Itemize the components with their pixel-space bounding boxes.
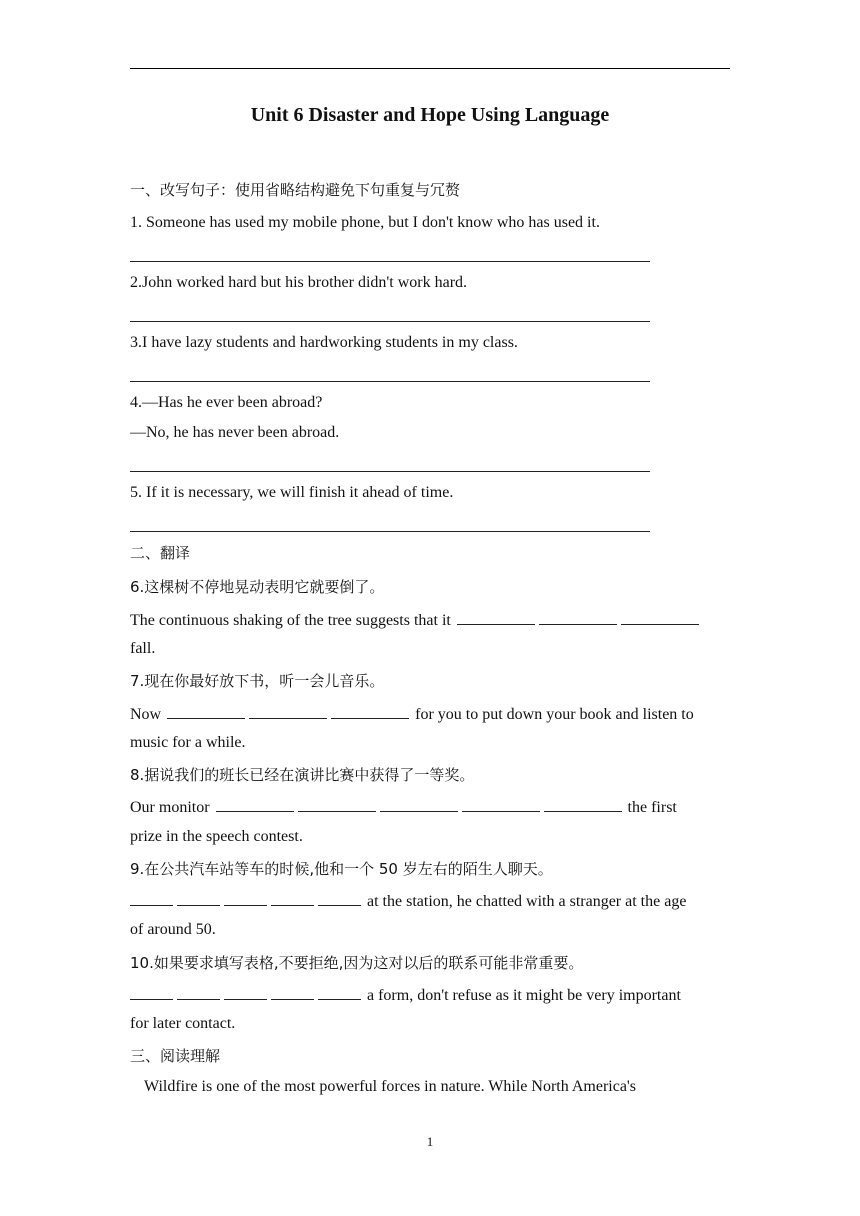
question-7-prefix: Now <box>130 706 162 723</box>
blank[interactable] <box>380 797 458 812</box>
blank[interactable] <box>177 985 220 1000</box>
question-8-prefix: Our monitor <box>130 799 210 816</box>
question-6-chinese: 6.这棵树不停地晃动表明它就要倒了。 <box>130 578 385 596</box>
blank[interactable] <box>318 985 361 1000</box>
question-10-continuation: for later contact. <box>130 1015 236 1032</box>
page-title: Unit 6 Disaster and Hope Using Language <box>250 104 610 126</box>
blank[interactable] <box>177 891 220 906</box>
blank[interactable] <box>249 704 327 719</box>
blank[interactable] <box>271 891 314 906</box>
question-8-english <box>130 797 677 818</box>
question-4-line1: 4.—Has he ever been abroad? <box>130 394 323 411</box>
question-8-suffix: the first <box>627 799 677 816</box>
blank[interactable] <box>130 985 173 1000</box>
reading-paragraph: Wildfire is one of the most powerful forces in nature. While North America's <box>144 1078 637 1095</box>
question-5: 5. If it is necessary, we will finish it ahead of time. <box>130 484 454 501</box>
question-6-suffix: fall. <box>130 640 156 657</box>
blank[interactable] <box>167 704 245 719</box>
blank[interactable] <box>331 704 409 719</box>
question-6-english <box>130 610 701 631</box>
question-2: 2.John worked hard but his brother didn't work hard. <box>130 274 468 291</box>
blank[interactable] <box>224 891 267 906</box>
question-1: 1. Someone has used my mobile phone, but I don't know who has used it. <box>130 214 600 231</box>
section3-heading: 三、阅读理解 <box>130 1047 221 1065</box>
section2-heading: 二、翻译 <box>130 544 191 562</box>
question-9-suffix: at the station, he chatted with a stranger at the age <box>367 893 687 910</box>
blank[interactable] <box>621 610 699 625</box>
header-rule <box>130 68 730 69</box>
question-10-suffix: a form, don't refuse as it might be very important <box>367 987 681 1004</box>
answer-line-4[interactable] <box>130 471 650 472</box>
blank[interactable] <box>462 797 540 812</box>
question-8-chinese: 8.据说我们的班长已经在演讲比赛中获得了一等奖。 <box>130 766 475 784</box>
blank[interactable] <box>298 797 376 812</box>
answer-line-5[interactable] <box>130 531 650 532</box>
question-10-english <box>130 985 681 1006</box>
answer-line-2[interactable] <box>130 321 650 322</box>
section1-heading: 一、改写句子：使用省略结构避免下句重复与冗赘 <box>130 181 461 199</box>
question-8-continuation: prize in the speech contest. <box>130 828 303 845</box>
blank[interactable] <box>318 891 361 906</box>
question-7-chinese: 7.现在你最好放下书，听一会儿音乐。 <box>130 672 385 690</box>
blank[interactable] <box>130 891 173 906</box>
blank[interactable] <box>457 610 535 625</box>
question-10-chinese: 10.如果要求填写表格,不要拒绝,因为这对以后的联系可能非常重要。 <box>130 954 584 972</box>
question-7-english <box>130 704 694 725</box>
question-3: 3.I have lazy students and hardworking students in my class. <box>130 334 518 351</box>
question-7-suffix: for you to put down your book and listen to <box>415 706 694 723</box>
question-6-prefix: The continuous shaking of the tree suggests that it <box>130 612 451 629</box>
answer-line-1[interactable] <box>130 261 650 262</box>
question-7-continuation: music for a while. <box>130 734 246 751</box>
blank[interactable] <box>539 610 617 625</box>
page-number: 1 <box>426 1134 434 1149</box>
blank[interactable] <box>544 797 622 812</box>
blank[interactable] <box>224 985 267 1000</box>
question-9-english <box>130 891 686 912</box>
blank[interactable] <box>216 797 294 812</box>
question-9-continuation: of around 50. <box>130 921 216 938</box>
answer-line-3[interactable] <box>130 381 650 382</box>
question-9-chinese: 9.在公共汽车站等车的时候,他和一个 50 岁左右的陌生人聊天。 <box>130 860 553 878</box>
question-4-line2: —No, he has never been abroad. <box>130 424 340 441</box>
blank[interactable] <box>271 985 314 1000</box>
